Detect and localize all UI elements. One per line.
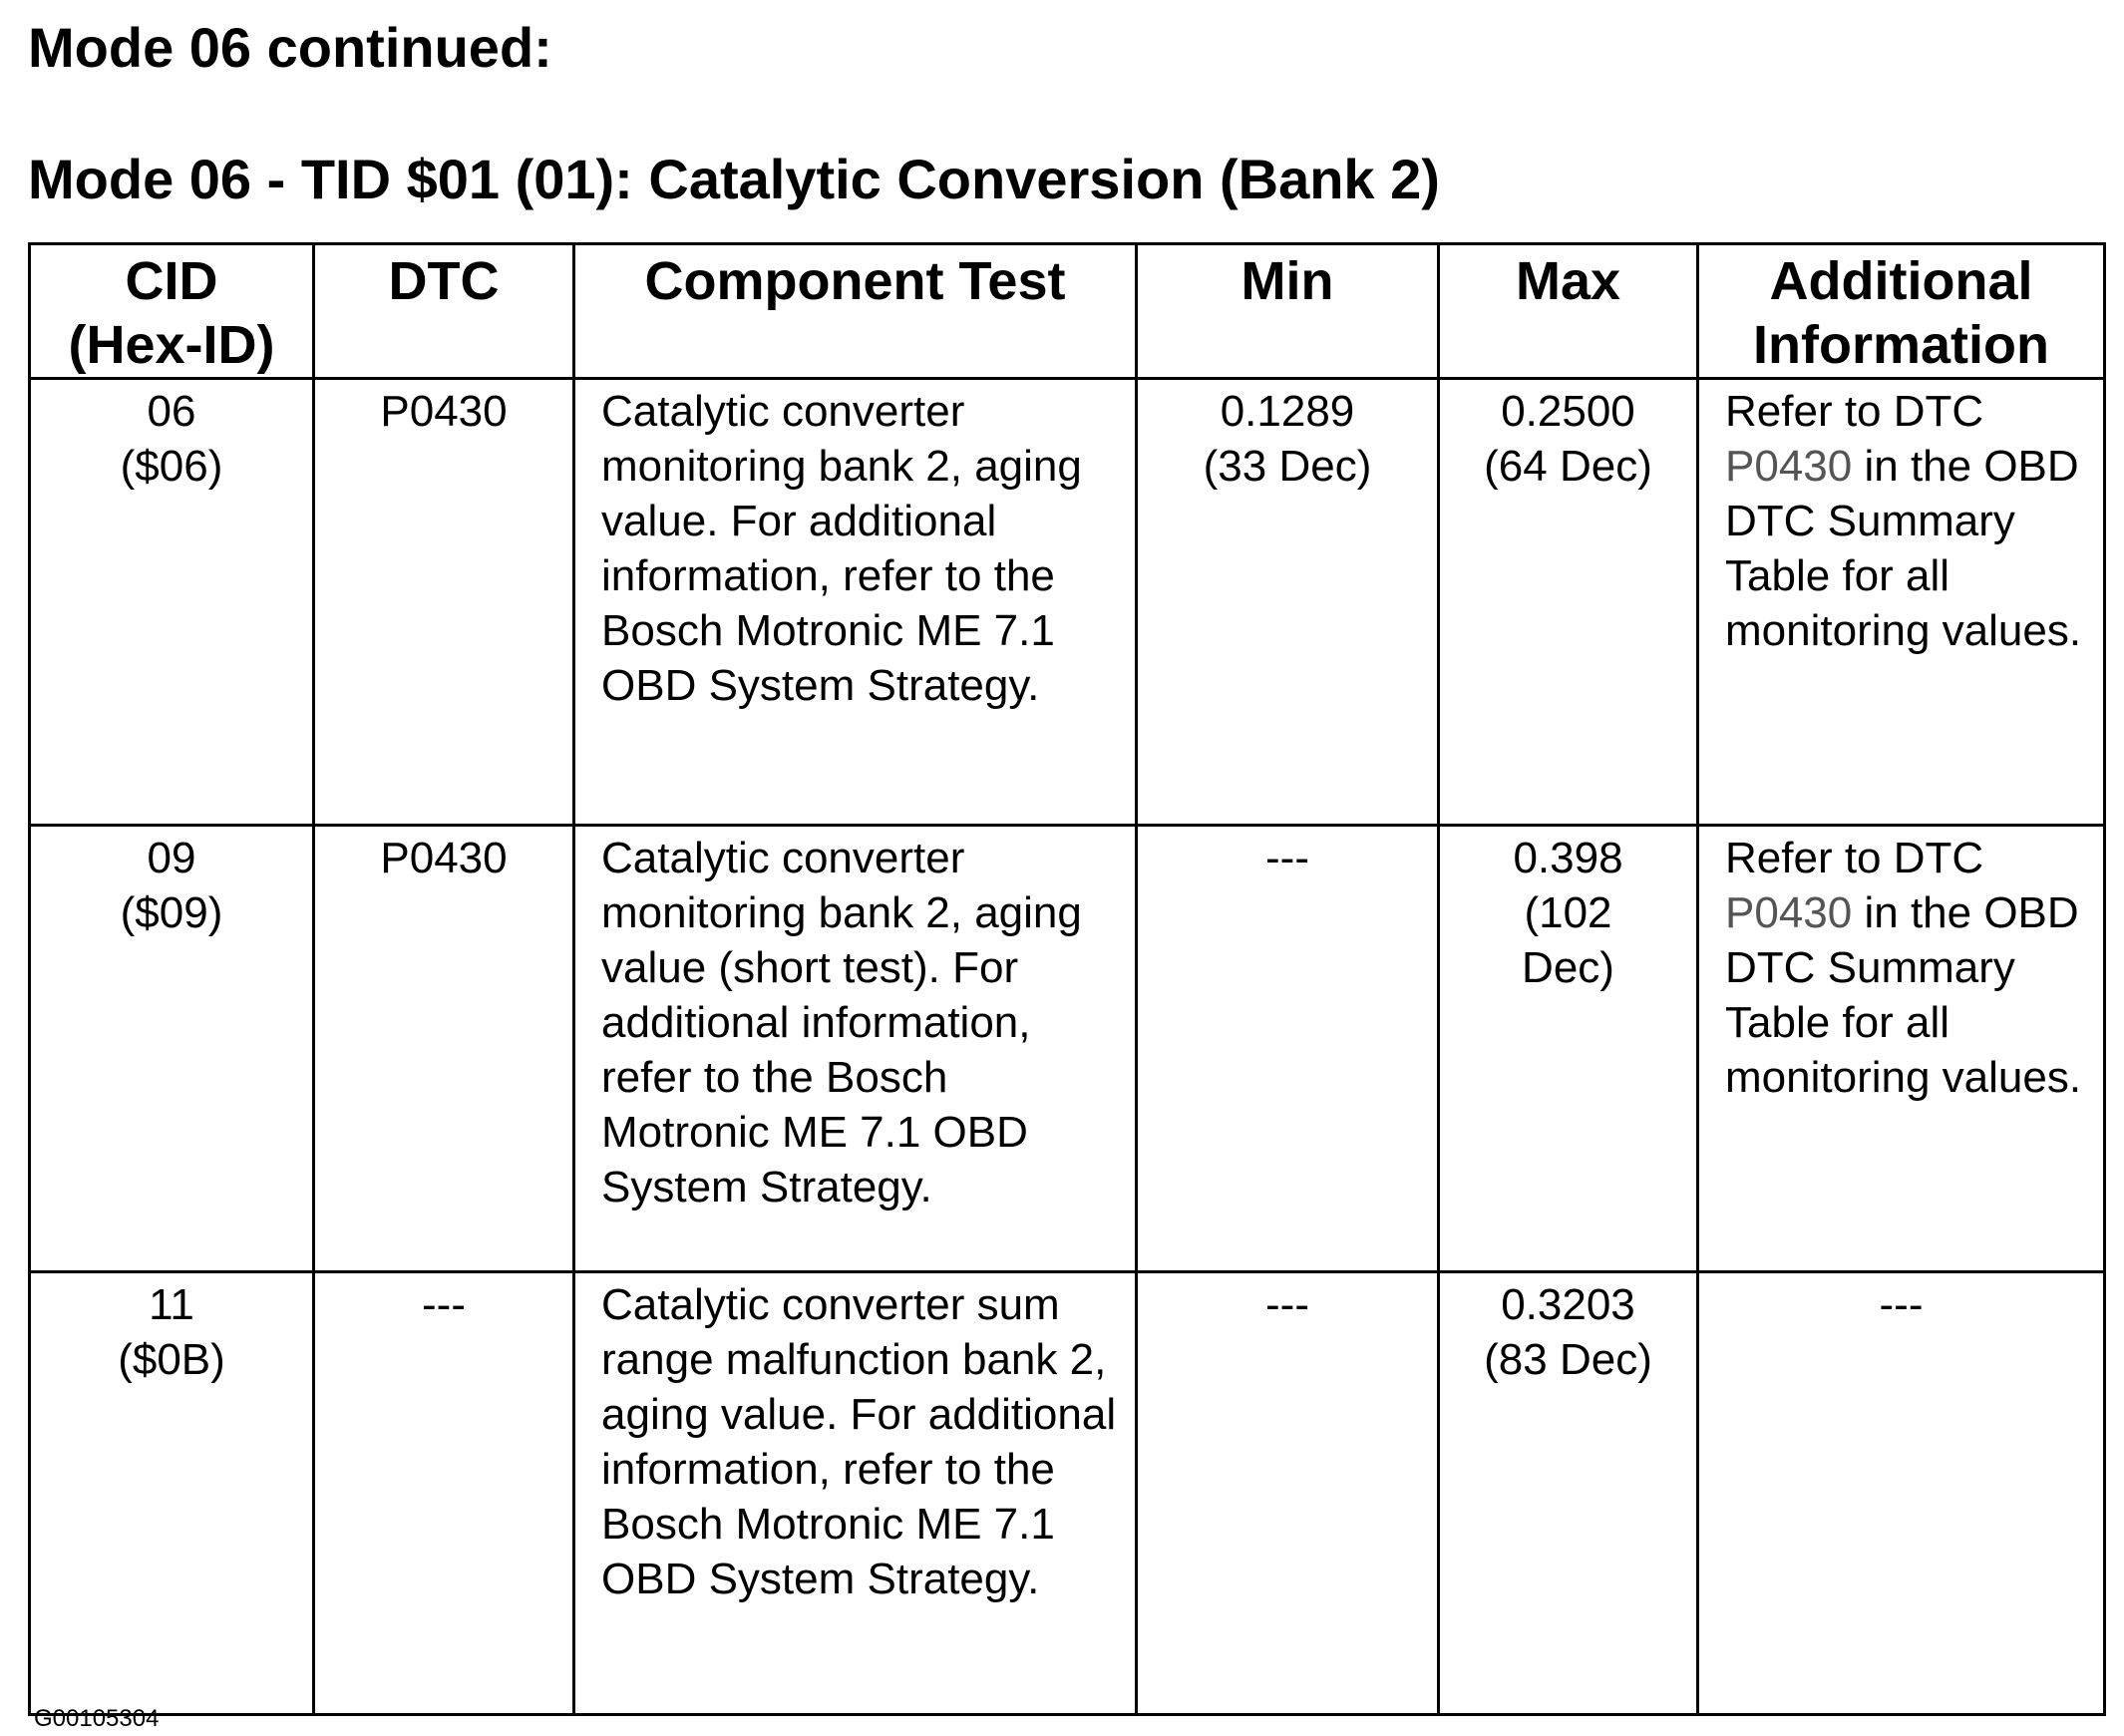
min-cell [1137, 1272, 1439, 1715]
header-max: Max [1439, 244, 1698, 379]
additional-info-cell [1698, 1272, 2105, 1715]
info-prefix: Refer to DTC [1725, 834, 1984, 882]
hex-id-value: ($0B) [118, 1335, 225, 1384]
table-row [30, 379, 2105, 826]
header-component-test: Component Test [574, 244, 1137, 379]
header-additional-info [1698, 244, 2105, 379]
max-value: 0.2500 [1501, 387, 1635, 436]
max-cell [1439, 1272, 1698, 1715]
page-heading: Mode 06 continued: [28, 16, 552, 79]
cid-value: 09 [147, 834, 196, 882]
section-heading: Mode 06 - TID $01 (01): Catalytic Conversion (Bank 2) [28, 148, 1440, 210]
info-dtc-reference: P0430 [1725, 442, 1853, 491]
max-dec-value: (83 Dec) [1484, 1335, 1652, 1384]
header-cid-label: CID [125, 251, 218, 311]
min-cell [1137, 826, 1439, 1272]
component-test-cell: Catalytic converter sum range malfunction bank 2, aging value. For additional information, refer to the Bosch Motronic ME 7.1 OBD System Strategy. [574, 1272, 1137, 1715]
mode06-table [28, 242, 2106, 1716]
cid-cell [30, 826, 314, 1272]
table-header-row [30, 244, 2105, 379]
max-value: 0.398 [1513, 834, 1623, 882]
component-test-cell: Catalytic converter monitoring bank 2, aging value. For additional information, refer to the Bosch Motronic ME 7.1 OBD System Strategy. [574, 379, 1137, 826]
dtc-cell: --- [314, 1272, 574, 1715]
additional-info-cell [1698, 826, 2105, 1272]
max-dec-value: (102 Dec) [1522, 888, 1614, 992]
table-row [30, 826, 2105, 1272]
header-additional-label: Additional [1769, 251, 2033, 311]
min-value: --- [1265, 1280, 1309, 1329]
min-value: --- [1265, 834, 1309, 882]
info-suffix: in the OBD DTC Summary Table for all monitoring values. [1725, 442, 2082, 655]
header-hexid-label: (Hex-ID) [68, 315, 275, 375]
info-suffix: in the OBD DTC Summary Table for all monitoring values. [1725, 888, 2082, 1102]
component-test-cell: Catalytic converter monitoring bank 2, aging value (short test). For additional information, refer to the Bosch Motronic ME 7.1 OBD System Strategy. [574, 826, 1137, 1272]
max-dec-value: (64 Dec) [1484, 442, 1652, 491]
dtc-cell: P0430 [314, 826, 574, 1272]
dtc-cell: P0430 [314, 379, 574, 826]
cid-cell [30, 379, 314, 826]
header-min: Min [1137, 244, 1439, 379]
cid-value: 11 [149, 1280, 194, 1329]
max-cell [1439, 826, 1698, 1272]
min-cell [1137, 379, 1439, 826]
additional-info-cell [1698, 379, 2105, 826]
info-dtc-reference: P0430 [1725, 888, 1853, 937]
hex-id-value: ($06) [120, 442, 223, 491]
figure-id: G00105304 [34, 1705, 160, 1732]
cid-cell [30, 1272, 314, 1715]
header-dtc: DTC [314, 244, 574, 379]
header-cid [30, 244, 314, 379]
max-cell [1439, 379, 1698, 826]
cid-value: 06 [147, 387, 196, 436]
info-prefix: Refer to DTC [1725, 387, 1984, 436]
min-dec-value: (33 Dec) [1203, 442, 1372, 491]
table-row [30, 1272, 2105, 1715]
max-value: 0.3203 [1501, 1280, 1635, 1329]
info-prefix: --- [1879, 1280, 1924, 1329]
min-value: 0.1289 [1220, 387, 1355, 436]
hex-id-value: ($09) [120, 888, 223, 937]
header-information-label: Information [1753, 315, 2049, 375]
